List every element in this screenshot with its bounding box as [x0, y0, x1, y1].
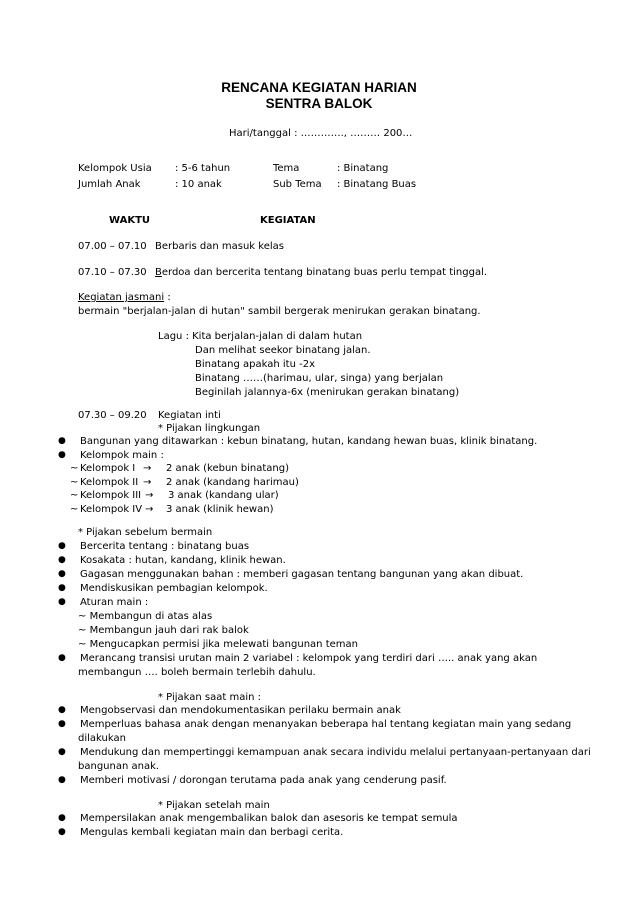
sebelum-bullet-4: Mendiskusikan pembagian kelompok. [80, 583, 268, 594]
row-1-time: 07.00 – 07.10 [78, 241, 147, 252]
title-line-1: RENCANA KEGIATAN HARIAN [221, 80, 417, 95]
bullet-icon: ● [58, 705, 66, 715]
pijakan-saat-heading: * Pijakan saat main : [158, 692, 262, 703]
setelah-bullet-1: Mempersilakan anak mengembalikan balok dan asesoris ke tempat semula [80, 813, 458, 824]
arrow-right-icon: → [143, 463, 152, 474]
row-1-text: Berbaris dan masuk kelas [155, 241, 284, 252]
title-line-2: SENTRA BALOK [265, 96, 373, 111]
lagu-line-3: Binatang apakah itu -2x [195, 359, 315, 370]
jasmani-label-line [78, 292, 171, 303]
lagu-line-1: Lagu : Kita berjalan-jalan di dalam hutan [158, 331, 363, 342]
bullet-icon: ● [58, 555, 66, 565]
saat-bullet-2a: Memperluas bahasa anak dengan menanyakan beberapa hal tentang kegiatan main yang sedang [80, 719, 572, 730]
sebelum-bullet-1: Bercerita tentang : binatang buas [80, 541, 250, 552]
row-2-time: 07.10 – 07.30 [78, 267, 147, 278]
bullet-icon: ● [58, 827, 66, 837]
date-line: Hari/tanggal : …………., ……… 200… [229, 128, 413, 139]
jasmani-desc: bermain "berjalan-jalan di hutan" sambil bergerak menirukan gerakan binatang. [78, 306, 481, 317]
bullet-icon: ● [58, 583, 66, 593]
tema-value: : Binatang [337, 163, 389, 174]
kegiatan-header: KEGIATAN [260, 215, 316, 226]
bullet-icon: ● [58, 541, 66, 551]
tilde-bullet-icon: ~ [78, 639, 90, 650]
bullet-icon: ● [58, 653, 66, 663]
rule-3-text: Mengucapkan permisi jika melewati bangunan teman [89, 639, 358, 650]
arrow-right-icon: → [143, 477, 152, 488]
bullet-icon: ● [58, 569, 66, 579]
bullet-icon: ● [58, 450, 66, 460]
inti-time: 07.30 – 09.20 [78, 410, 147, 421]
lagu-line-5: Beginilah jalannya-6x (menirukan gerakan binatang) [195, 387, 460, 398]
bullet-icon: ● [58, 436, 66, 446]
tilde-bullet-icon: ~ [70, 504, 79, 515]
rule-1-text: Membangun di atas alas [89, 611, 213, 622]
row-2-text [155, 267, 487, 278]
sub-tema-value: : Binatang Buas [337, 179, 417, 190]
rule-3 [78, 639, 358, 650]
rule-1 [78, 611, 212, 622]
tilde-bullet-icon: ~ [70, 477, 79, 488]
kelompok-4-name: Kelompok IV [80, 504, 143, 515]
saat-bullet-2b: dilakukan [78, 733, 126, 744]
lagu-line-2: Dan melihat seekor binatang jalan. [195, 345, 371, 356]
saat-bullet-3b: bangunan anak. [78, 761, 160, 772]
sub-tema-label: Sub Tema [273, 179, 322, 190]
arrow-right-icon: → [145, 490, 154, 501]
setelah-bullet-2: Mengulas kembali kegiatan main dan berbagi cerita. [80, 827, 344, 838]
rule-2-text: Membangun jauh dari rak balok [89, 625, 249, 636]
arrow-right-icon: → [145, 504, 154, 515]
pijakan-setelah-heading: * Pijakan setelah main [158, 800, 270, 811]
transisi-line-2: membangun …. boleh bermain terlebih dahulu. [78, 667, 316, 678]
kelompok-1-name: Kelompok I [80, 463, 136, 474]
rule-2 [78, 625, 249, 636]
row-2-text-rest: erdoa dan bercerita tentang binatang buas perlu tempat tinggal. [161, 267, 488, 278]
jumlah-anak-label: Jumlah Anak [78, 179, 141, 190]
inti-label: Kegiatan inti [158, 410, 221, 421]
row-2-text-first-letter: B [155, 267, 162, 278]
lagu-line-4: Binatang ……(harimau, ular, singa) yang berjalan [195, 373, 444, 384]
pijakan-lingkungan-heading: * Pijakan lingkungan [158, 423, 261, 434]
sebelum-bullet-5: Aturan main : [80, 597, 149, 608]
kelompok-3-value: 3 anak (kandang ular) [168, 490, 279, 501]
sebelum-bullet-2: Kosakata : hutan, kandang, klinik hewan. [80, 555, 286, 566]
pijakan-sebelum-heading: * Pijakan sebelum bermain [78, 527, 213, 538]
transisi-line-1: Merancang transisi urutan main 2 variabel : kelompok yang terdiri dari ….. anak yang akan [80, 653, 538, 664]
kelompok-1-value: 2 anak (kebun binatang) [166, 463, 290, 474]
tilde-bullet-icon: ~ [78, 625, 90, 636]
kelompok-2-value: 2 anak (kandang harimau) [166, 477, 299, 488]
bullet-icon: ● [58, 597, 66, 607]
saat-bullet-1: Mengobservasi dan mendokumentasikan perilaku bermain anak [80, 705, 401, 716]
bullet-icon: ● [58, 775, 66, 785]
waktu-header: WAKTU [109, 215, 151, 226]
saat-bullet-3a: Mendukung dan mempertinggi kemampuan anak secara individu melalui pertanyaan-pertanyaan dari [80, 747, 591, 758]
jasmani-colon: : [164, 292, 171, 303]
bullet-icon: ● [58, 747, 66, 757]
bullet-icon: ● [58, 813, 66, 823]
kelompok-3-name: Kelompok III [80, 490, 142, 501]
kelompok-usia-value: : 5-6 tahun [175, 163, 231, 174]
tilde-bullet-icon: ~ [78, 611, 90, 622]
jasmani-label: Kegiatan jasmani [78, 292, 165, 303]
kelompok-4-value: 3 anak (klinik hewan) [166, 504, 274, 515]
kelompok-main-label: Kelompok main : [80, 450, 164, 461]
tilde-bullet-icon: ~ [70, 463, 79, 474]
tema-label: Tema [273, 163, 300, 174]
jumlah-anak-value: : 10 anak [175, 179, 222, 190]
tilde-bullet-icon: ~ [70, 490, 79, 501]
bullet-icon: ● [58, 719, 66, 729]
sebelum-bullet-3: Gagasan menggunakan bahan : memberi gagasan tentang bangunan yang akan dibuat. [80, 569, 524, 580]
kelompok-2-name: Kelompok II [80, 477, 139, 488]
bangunan-text: Bangunan yang ditawarkan : kebun binatang, hutan, kandang hewan buas, klinik binatang. [80, 436, 538, 447]
saat-bullet-4: Memberi motivasi / dorongan terutama pada anak yang cenderung pasif. [80, 775, 447, 786]
kelompok-usia-label: Kelompok Usia [78, 163, 152, 174]
